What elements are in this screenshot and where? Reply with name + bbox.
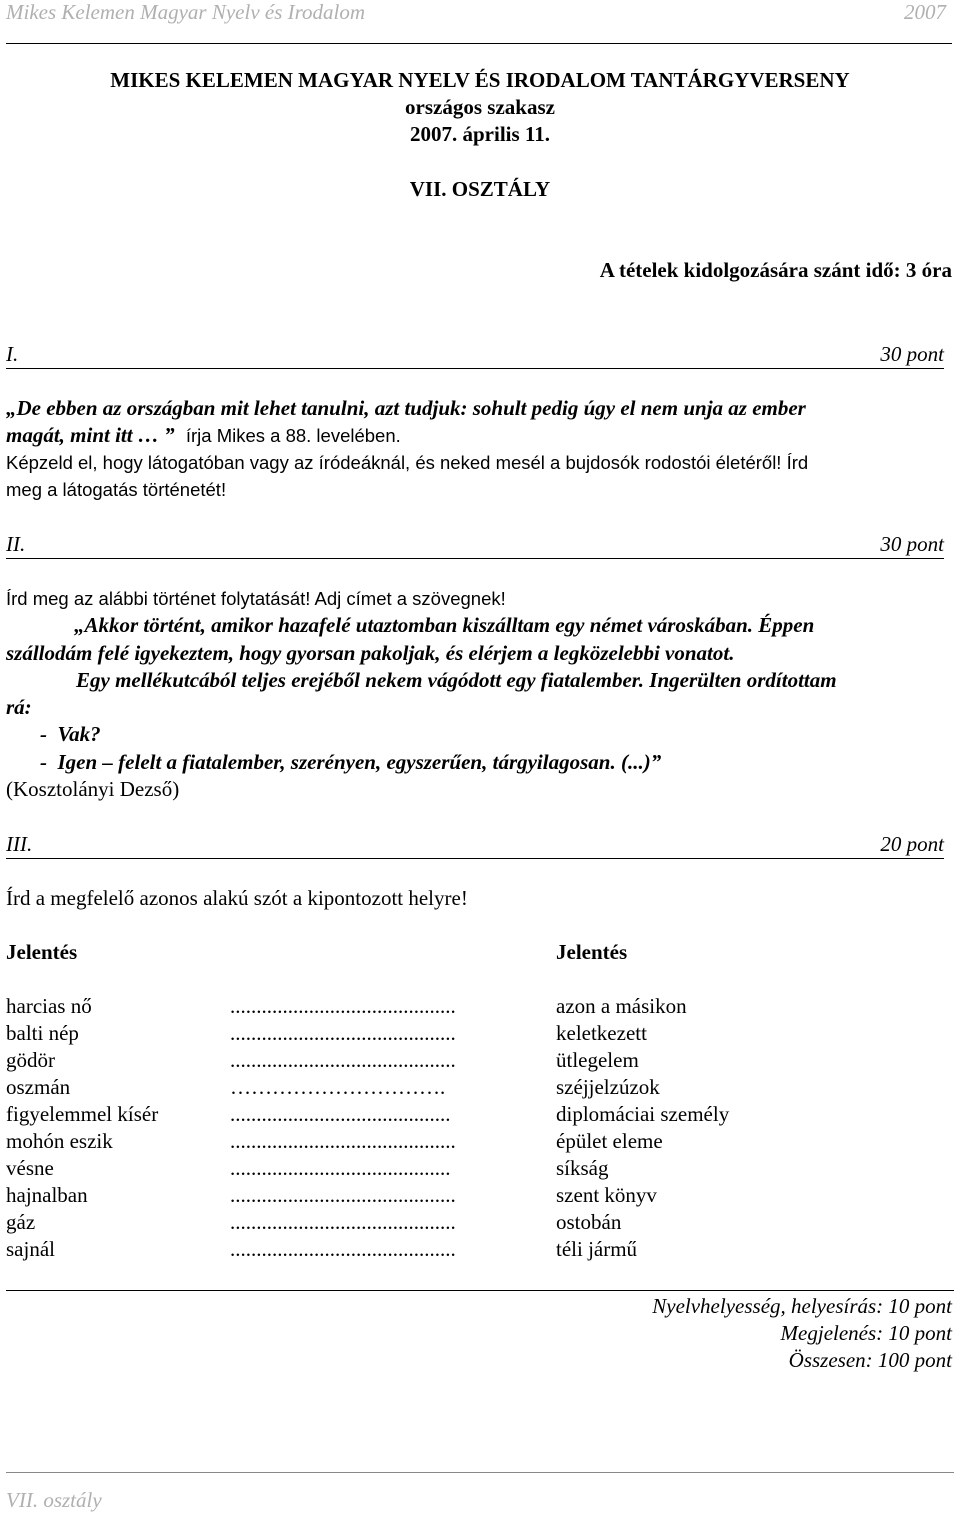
page-header-left: Mikes Kelemen Magyar Nyelv és Irodalom <box>6 0 366 24</box>
section-1-quote-line2-wrap <box>6 423 401 448</box>
section-1-quote-source: írja Mikes a 88. levelében. <box>185 425 401 446</box>
row-left-word: oszmán <box>6 1075 71 1099</box>
header-rule <box>6 43 952 44</box>
row-blank: .......................................... <box>230 1156 451 1180</box>
section-2-task: Írd meg az alábbi történet folytatását! Adj címet a szövegnek! <box>6 588 506 609</box>
row-blank: ........................................... <box>230 1048 456 1072</box>
row-right-word: azon a másikon <box>556 994 687 1018</box>
column-left-heading: Jelentés <box>6 940 78 964</box>
row-blank: .......................................... <box>230 1102 451 1126</box>
section-1-points: 30 pont <box>880 342 944 366</box>
row-blank: ........................................... <box>230 1210 456 1234</box>
time-note: A tételek kidolgozására szánt idő: 3 óra <box>599 258 952 282</box>
row-right-word: ostobán <box>556 1210 622 1234</box>
column-right-heading: Jelentés <box>556 940 628 964</box>
section-2-dialog-1: - Vak? <box>40 722 101 746</box>
row-blank: ........................................... <box>230 1021 456 1045</box>
section-2-text-line4: rá: <box>6 695 32 719</box>
row-right-word: síkság <box>556 1156 609 1180</box>
row-left-word: sajnál <box>6 1237 55 1261</box>
section-2-dialog-2: - Igen – felelt a fiatalember, szerényen, egyszerűen, tárgyilagosan. (...)” <box>40 750 662 774</box>
row-right-word: diplomáciai személy <box>556 1102 730 1126</box>
row-blank: ........................................... <box>230 1237 456 1261</box>
section-3-task: Írd a megfelelő azonos alakú szót a kipontozott helyre! <box>6 886 468 910</box>
class-title: VII. OSZTÁLY <box>409 177 551 201</box>
row-right-word: szent könyv <box>556 1183 657 1207</box>
section-3-number: III. <box>6 832 33 856</box>
row-left-word: harcias nő <box>6 994 92 1018</box>
contest-date: 2007. április 11. <box>409 122 551 146</box>
row-blank: ........................................... <box>230 994 456 1018</box>
row-left-word: gödör <box>6 1048 55 1072</box>
page-header-year: 2007 <box>904 0 946 24</box>
score-total: Összesen: 100 pont <box>788 1348 952 1372</box>
row-right-word: épület eleme <box>556 1129 663 1153</box>
section-2-text-line2: szállodám felé igyekeztem, hogy gyorsan pakoljak, és elérjem a legközelebbi vonatot. <box>6 641 735 665</box>
row-right-word: széjjelzúzok <box>556 1075 660 1099</box>
row-right-word: téli jármű <box>556 1237 638 1261</box>
section-2-text-line1: „Akkor történt, amikor hazafelé utaztomban kiszálltam egy német városkában. Éppen <box>74 613 815 637</box>
section-3-points: 20 pont <box>880 832 944 856</box>
scoring-rule <box>6 1290 954 1291</box>
row-blank: ........................................... <box>230 1183 456 1207</box>
section-2-points: 30 pont <box>880 532 944 556</box>
row-right-word: ütlegelem <box>556 1048 639 1072</box>
row-blank: ........................................... <box>230 1129 456 1153</box>
section-1-task-line2: meg a látogatás történetét! <box>6 479 227 500</box>
row-right-word: keletkezett <box>556 1021 647 1045</box>
section-1-quote-line1: „De ebben az országban mit lehet tanulni, azt tudjuk: sohult pedig úgy el nem unja az ember <box>6 396 806 420</box>
footer-rule <box>6 1472 954 1473</box>
section-2-text-line3: Egy mellékutcából teljes erejéből nekem vágódott egy fiatalember. Ingerülten ordítottam <box>76 668 837 692</box>
score-language: Nyelvhelyesség, helyesírás: 10 pont <box>652 1294 952 1318</box>
section-1-header <box>6 340 944 369</box>
section-1-number: I. <box>6 342 19 366</box>
section-1-task-line1: Képzeld el, hogy látogatóban vagy az íródeáknál, és neked mesél a bujdosók rodostói életéről! Írd <box>6 452 809 473</box>
score-appearance: Megjelenés: 10 pont <box>780 1321 952 1345</box>
row-left-word: figyelemmel kísér <box>6 1102 159 1126</box>
contest-title: MIKES KELEMEN MAGYAR NYELV ÉS IRODALOM TANTÁRGYVERSENY <box>110 68 850 92</box>
section-3-header <box>6 830 944 859</box>
section-2-author: (Kosztolányi Dezső) <box>6 777 180 801</box>
page-footer: VII. osztály <box>6 1488 102 1512</box>
section-1-quote-line2: magát, mint itt … ” <box>6 423 175 447</box>
row-left-word: gáz <box>6 1210 36 1234</box>
row-blank: …………………………. <box>230 1075 446 1099</box>
row-left-word: hajnalban <box>6 1183 88 1207</box>
section-2-header <box>6 530 944 559</box>
row-left-word: balti nép <box>6 1021 79 1045</box>
row-left-word: mohón eszik <box>6 1129 113 1153</box>
contest-stage: országos szakasz <box>405 95 555 119</box>
row-left-word: vésne <box>6 1156 54 1180</box>
section-2-number: II. <box>6 532 26 556</box>
